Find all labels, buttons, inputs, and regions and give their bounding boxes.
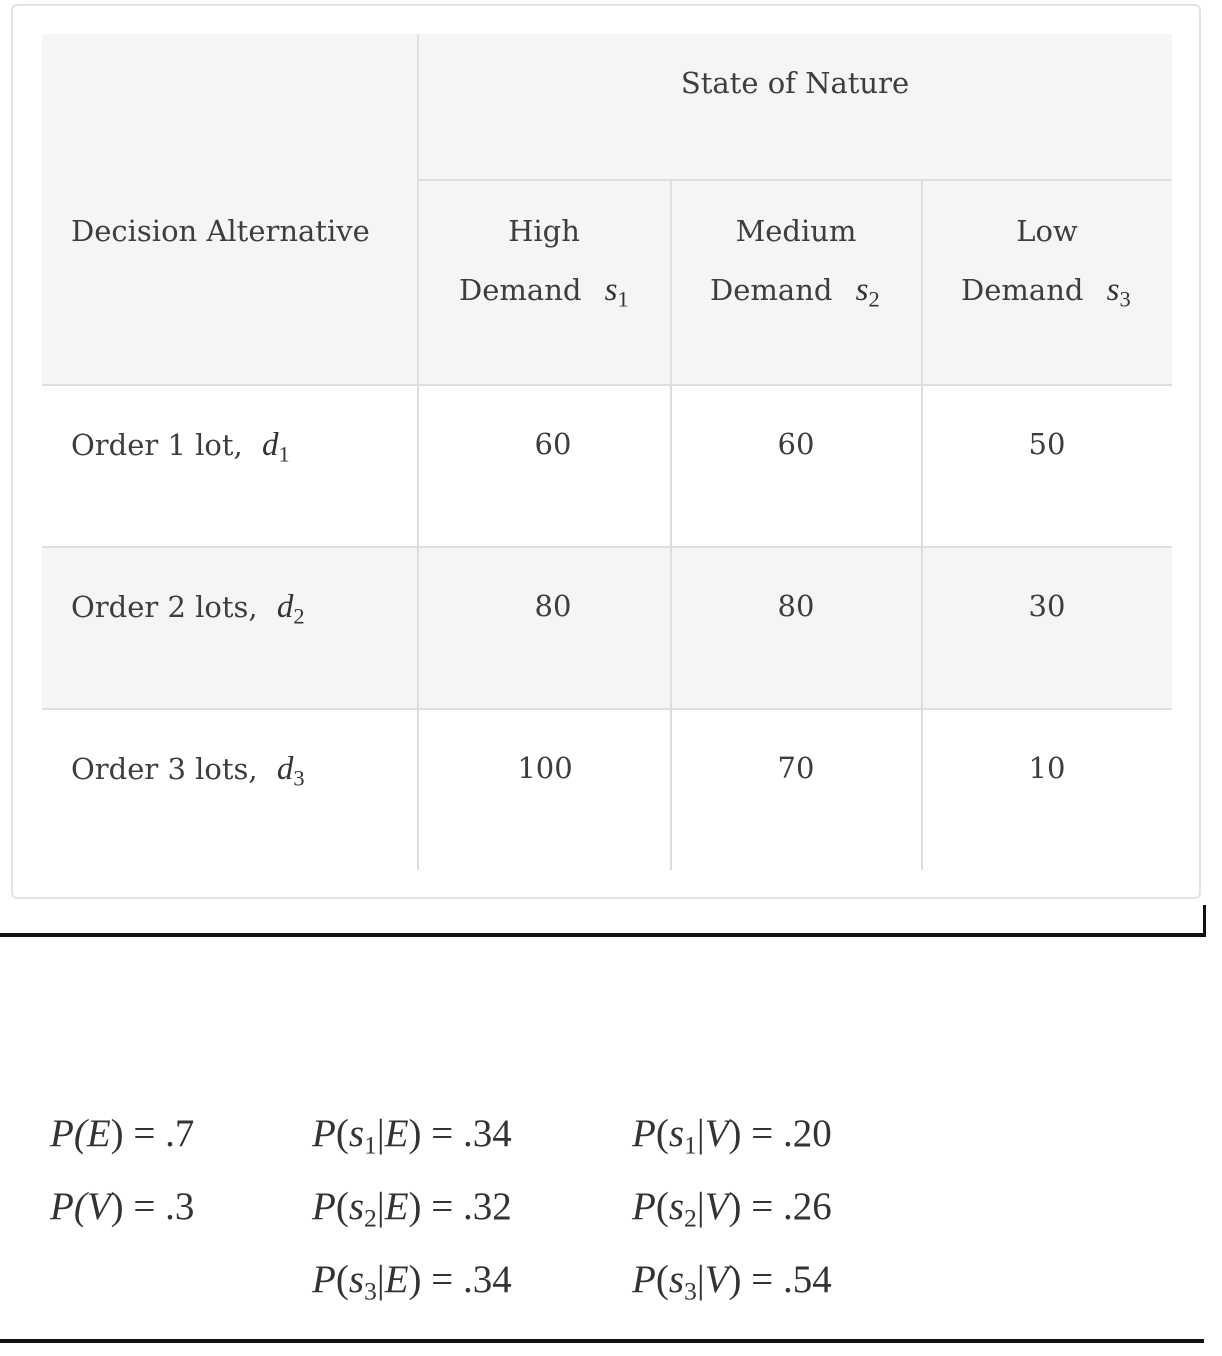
prob-value: = .34 (431, 1112, 512, 1155)
prob-value: = .32 (431, 1185, 512, 1228)
payoff-cell: 80 (777, 589, 815, 623)
state-symbol: s (668, 1185, 685, 1228)
row-label (71, 427, 290, 468)
given-variable: V (704, 1185, 729, 1228)
prob-value: = .34 (431, 1258, 512, 1301)
column-header-demand: Demand (459, 273, 582, 307)
row-label (71, 589, 305, 630)
state-subscript: 2 (684, 1203, 697, 1233)
payoff-cell: 80 (534, 589, 572, 623)
row-divider-3 (42, 708, 1172, 710)
prob-prefix: P( (50, 1112, 87, 1155)
state-of-nature-header: State of Nature (680, 66, 910, 100)
state-subscript: 3 (364, 1276, 377, 1306)
column-header-line1: Medium (735, 214, 857, 248)
state-symbol: s (1106, 272, 1120, 308)
given-variable: V (704, 1258, 729, 1301)
prob-value: = .26 (751, 1185, 832, 1228)
row-label-text: Order 3 lots, (71, 752, 258, 786)
header-divider (418, 179, 1172, 181)
row-label-text: Order 2 lots, (71, 590, 258, 624)
cond-prob-s2-e: $P(s_2|E) = .32$ (312, 1185, 512, 1233)
payoff-cell: 60 (534, 427, 572, 461)
state-symbol: s (668, 1112, 685, 1155)
payoff-cell: 100 (517, 751, 573, 785)
state-subscript: 2 (364, 1203, 377, 1233)
cond-prob-s3-v: $P(s_3|V) = .54$ (632, 1258, 832, 1306)
prob-value: = .20 (751, 1112, 832, 1155)
column-header-line1: High (508, 214, 580, 248)
given-variable: E (384, 1112, 409, 1155)
prob-value: ) = .3 (110, 1185, 195, 1228)
state-symbol: s (348, 1112, 365, 1155)
given-variable: V (704, 1112, 729, 1155)
state-symbol: s (604, 272, 618, 308)
given-variable: E (384, 1258, 409, 1301)
state-symbol: s (855, 272, 869, 308)
prob-e (50, 1111, 194, 1156)
payoff-cell: 30 (1028, 589, 1066, 623)
column-header-line2 (459, 272, 629, 313)
payoff-cell: 60 (777, 427, 815, 461)
given-variable: E (384, 1185, 409, 1228)
payoff-cell: 10 (1028, 751, 1066, 785)
decision-symbol: d (261, 427, 279, 463)
row-label (71, 751, 305, 792)
decision-symbol: d (276, 589, 294, 625)
prob-variable: V (86, 1185, 111, 1228)
column-header-line2 (961, 272, 1131, 313)
section-divider-bottom (0, 1339, 1204, 1343)
row-divider-2 (42, 546, 1172, 548)
column-header-line1: Low (1016, 214, 1078, 248)
section-divider-top (0, 933, 1206, 937)
row-divider-1 (42, 384, 1172, 386)
decision-alternative-header: Decision Alternative (71, 214, 370, 248)
cond-prob-s2-v: $P(s_2|V) = .26$ (632, 1185, 832, 1233)
payoff-cell: 70 (777, 751, 815, 785)
column-header-line2 (710, 272, 880, 313)
divider-tick (1203, 905, 1206, 937)
state-subscript: 2 (868, 286, 880, 312)
row-label-text: Order 1 lot, (71, 428, 243, 462)
decision-subscript: 3 (293, 765, 305, 791)
state-subscript: 1 (617, 286, 629, 312)
decision-subscript: 2 (293, 603, 305, 629)
state-subscript: 3 (1119, 286, 1131, 312)
prob-v (50, 1184, 194, 1229)
prob-value: ) = .7 (110, 1112, 195, 1155)
prob-prefix: P( (50, 1185, 87, 1228)
decision-subscript: 1 (278, 441, 290, 467)
cond-prob-s3-e: $P(s_3|E) = .34$ (312, 1258, 512, 1306)
column-header-demand: Demand (710, 273, 833, 307)
state-subscript: 3 (684, 1276, 697, 1306)
state-symbol: s (348, 1185, 365, 1228)
payoff-cell: 50 (1028, 427, 1066, 461)
cond-prob-s1-v: $P(s_1|V) = .20$ (632, 1112, 832, 1160)
state-symbol: s (668, 1258, 685, 1301)
state-subscript: 1 (364, 1130, 377, 1160)
prob-variable: E (86, 1112, 111, 1155)
column-header-demand: Demand (961, 273, 1084, 307)
state-symbol: s (348, 1258, 365, 1301)
cond-prob-s1-e: $P(s_1|E) = .34$ (312, 1112, 512, 1160)
state-subscript: 1 (684, 1130, 697, 1160)
decision-symbol: d (276, 751, 294, 787)
prob-value: = .54 (751, 1258, 832, 1301)
